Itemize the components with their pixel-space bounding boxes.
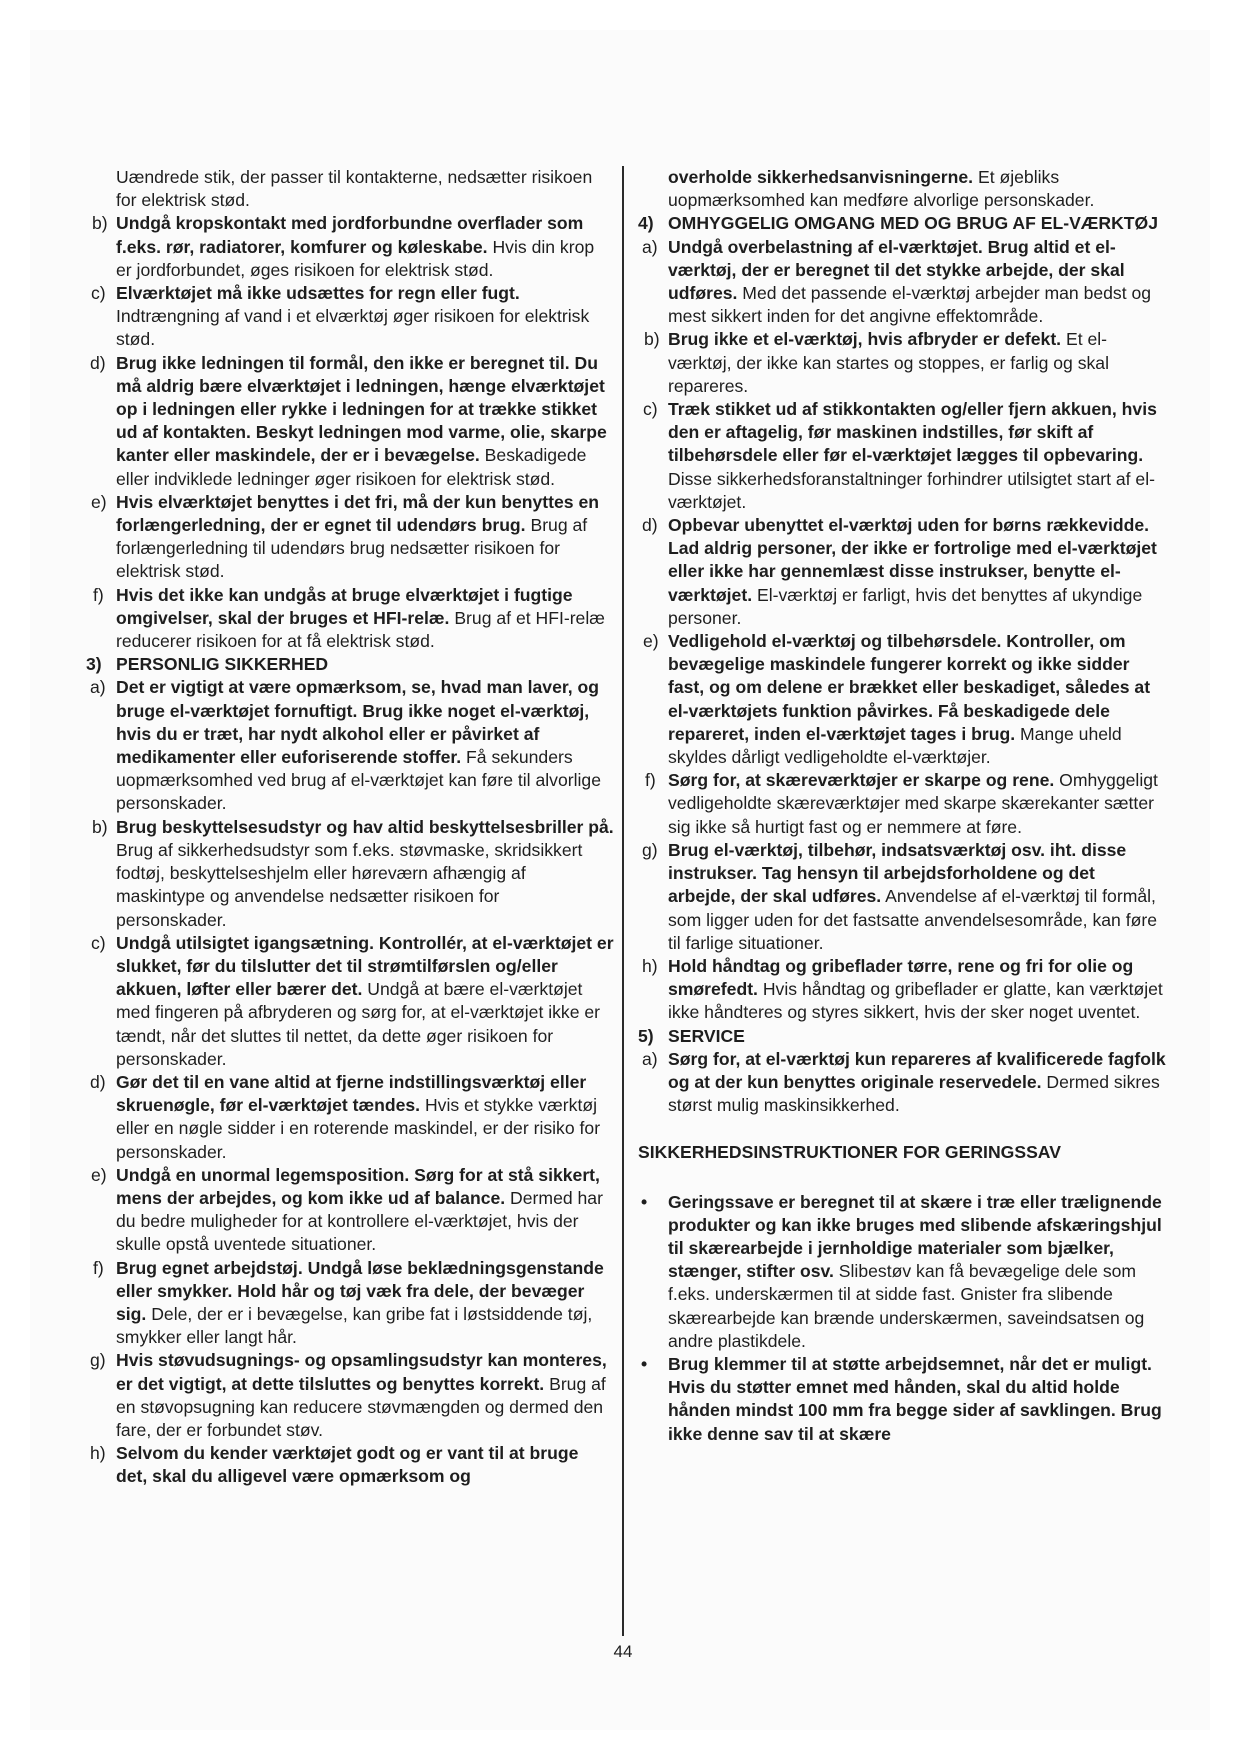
item-letter: a): [90, 677, 106, 698]
list-item: [638, 236, 1166, 329]
item-letter: c): [91, 932, 106, 953]
continued-explanation: Et øjebliks uopmærksomhed kan medføre alvorlige personskader.: [668, 167, 1095, 211]
item-warning: Hvis elværktøjet benyttes i det fri, må der kun benyttes en forlængerledning, der er egnet til udendørs brug.: [116, 491, 599, 536]
list-item: [638, 769, 1166, 839]
item-explanation: Hvis et stykke værktøj eller en nøgle sidder i en roterende maskindel, er der risiko for personskader.: [116, 1095, 601, 1162]
item-letter: b): [644, 329, 660, 350]
item-explanation: Brug af sikkerhedsudstyr som f.eks. støvmaske, skridsikkert fodtøj, beskyttelseshjelm eller høreværn afhængig af maskintype og anvendelse nedsætter risikoen for personskader.: [116, 839, 583, 930]
item-warning: Brug ikke ledningen til formål, den ikke er beregnet til. Du må aldrig bære elværktøjet i ledningen, hænge elværktøjet op i ledningen eller rykke i ledningen for at trække stikket ud af kontakten. Beskyt ledningen mod varme, olie, skarpe kanter eller maskindele, der er i bevægelse.: [116, 352, 607, 466]
list-item: [86, 352, 614, 491]
bullet-warning: Geringssave er beregnet til at skære i træ eller trælignende produkter og kan ikke bruges med slibende afskæringshjul til skærearbejde i jernholdige materialer som bjælker, stænger, stifter osv.: [668, 1191, 1162, 1282]
item-letter: d): [90, 352, 106, 373]
item-letter: f): [645, 770, 656, 791]
item-letter: b): [92, 816, 108, 837]
item-warning: Undgå en unormal legemsposition. Sørg for at stå sikkert, mens der arbejdes, og kom ikke ud af balance.: [116, 1164, 600, 1208]
bullet-icon: •: [641, 1191, 648, 1212]
bullet-item: [638, 1353, 1166, 1446]
item-letter: a): [642, 236, 658, 257]
section-heading-tool-use: [638, 212, 1166, 235]
list-item: [86, 491, 614, 584]
list-item: [86, 816, 614, 932]
item-warning: Undgå kropskontakt med jordforbundne overflader som f.eks. rør, radiatorer, komfurer og køleskabe.: [116, 213, 584, 257]
item-warning: Hvis det ikke kan undgås at bruge elværktøjet i fugtige omgivelser, skal der bruges et HFI-relæ.: [116, 584, 573, 628]
mitre-saw-safety-title: SIKKERHEDSINSTRUKTIONER FOR GERINGSSAV: [638, 1142, 1061, 1163]
item-explanation: Med det passende el-værktøj arbejder man bedst og mest sikkert inden for det angivne effektområde.: [668, 283, 1152, 327]
section-number: 3): [86, 654, 102, 675]
item-letter: f): [93, 1257, 104, 1278]
list-item: [86, 1349, 614, 1442]
continued-paragraph: [638, 166, 1166, 212]
right-column: [638, 166, 1166, 1446]
item-warning: Opbevar ubenyttet el-værktøj uden for børns rækkevidde. Lad aldrig personer, der ikke er fortrolige med el-værktøjet eller ikke har gennemlæst disse instrukser, benytte el-værktøjet.: [668, 515, 1157, 605]
list-item: [86, 212, 614, 282]
list-item: [638, 398, 1166, 514]
list-item: [86, 932, 614, 1071]
list-item: [86, 1442, 614, 1488]
item-letter: g): [90, 1350, 106, 1371]
item-explanation: Brug af et HFI-relæ reducerer risikoen for at få elektrisk stød.: [116, 607, 605, 652]
list-item: [86, 1257, 614, 1350]
intro-paragraph: Uændrede stik, der passer til kontakterne, nedsætter risikoen for elektrisk stød.: [116, 167, 593, 211]
item-explanation: Undgå at bære el-værktøjet med fingeren på afbryderen og sørg for, at el-værktøjet ikke er tændt, når det sluttes til nettet, da dette øger risikoen for personskader.: [116, 979, 601, 1069]
item-explanation: Hvis din krop er jordforbundet, øges risikoen for elektrisk stød.: [116, 236, 595, 280]
bullet-warning: Brug klemmer til at støtte arbejdsemnet, når det er muligt. Hvis du støtter emnet med hånden, skal du altid holde hånden mindst 100 mm fra begge sider af savklingen. Brug ikke denne sav til at skære: [668, 1353, 1162, 1444]
item-letter: a): [642, 1048, 658, 1069]
item-letter: g): [642, 839, 658, 860]
list-item: [86, 676, 614, 815]
item-warning: Sørg for, at skæreværktøjer er skarpe og rene.: [668, 770, 1055, 791]
item-warning: Undgå overbelastning af el-værktøjet. Brug altid et el-værktøj, der er beregnet til det stykke arbejde, der skal udføres.: [668, 236, 1125, 304]
item-explanation: Disse sikkerhedsforanstaltninger forhindrer utilsigtet start af el-værktøjet.: [668, 468, 1155, 512]
item-letter: e): [91, 1164, 107, 1185]
list-item: [638, 630, 1166, 769]
item-letter: e): [91, 491, 107, 512]
item-warning: Brug egnet arbejdstøj. Undgå løse beklædningsgenstande eller smykker. Hold hår og tøj væk fra dele, der bevæger sig.: [116, 1257, 604, 1324]
item-explanation: Hvis håndtag og gribeflader er glatte, kan værktøjet ikke håndteres og styres sikkert, hvis der sker noget uventet.: [668, 979, 1163, 1023]
item-warning: Det er vigtigt at være opmærksom, se, hvad man laver, og bruge el-værktøjet fornuftigt. Brug ikke noget el-værktøj, hvis du er træt, har nydt alkohol eller er påvirket af medikamenter eller euforiserende stoffer.: [116, 677, 600, 768]
list-item: [638, 1048, 1166, 1118]
list-item: [638, 328, 1166, 398]
section-number: 5): [638, 1025, 654, 1046]
list-item: [86, 1164, 614, 1257]
item-letter: c): [643, 399, 658, 420]
item-letter: f): [93, 584, 104, 605]
item-explanation: El-værktøj er farligt, hvis det benyttes af ukyndige personer.: [668, 584, 1143, 628]
item-warning: Træk stikket ud af stikkontakten og/eller fjern akkuen, hvis den er aftagelig, før maskinen indstilles, før skift af tilbehørsdele eller før el-værktøjet lægges til opbevaring.: [668, 399, 1157, 466]
bullet-item: [638, 1191, 1166, 1353]
list-item: [86, 584, 614, 654]
item-explanation: Få sekunders uopmærksomhed ved brug af el-værktøjet kan føre til alvorlige personskader.: [116, 747, 601, 814]
list-item: [638, 514, 1166, 630]
item-warning: Brug el-værktøj, tilbehør, indsatsværktøj osv. iht. disse instrukser. Tag hensyn til arbejdsforholdene og det arbejde, der skal udføres.: [668, 839, 1127, 907]
item-explanation: Dele, der er i bevægelse, kan gribe fat i løstsiddende tøj, smykker eller langt hår.: [116, 1303, 593, 1348]
item-explanation: Indtrængning af vand i et elværktøj øger risikoen for elektrisk stød.: [116, 306, 590, 350]
item-letter: h): [90, 1443, 106, 1464]
item-warning: Brug ikke et el-værktøj, hvis afbryder er defekt.: [668, 329, 1062, 350]
item-explanation: Anvendelse af el-værktøj til formål, som ligger uden for det fastsatte anvendelsesområde, kan føre til farlige situationer.: [668, 886, 1157, 953]
item-letter: c): [91, 283, 106, 304]
left-column: [86, 166, 614, 1489]
item-warning: Elværktøjet må ikke udsættes for regn eller fugt.: [116, 283, 520, 304]
bullet-icon: •: [641, 1353, 648, 1374]
item-letter: b): [92, 213, 108, 234]
item-warning: Hold håndtag og gribeflader tørre, rene og fri for olie og smørefedt.: [668, 955, 1134, 1000]
item-explanation: Beskadigede eller indviklede ledninger øger risikoen for elektrisk stød.: [116, 445, 587, 489]
item-letter: e): [643, 631, 659, 652]
section-title: OMHYGGELIG OMGANG MED OG BRUG AF EL-VÆRKTØJ: [668, 213, 1159, 234]
list-item: [86, 1071, 614, 1164]
item-warning: Vedligehold el-værktøj og tilbehørsdele. Kontroller, om bevægelige maskindele fungerer korrekt og ikke sidder fast, og om delene er brækket eller beskadiget, således at el-værktøjets funktion påvirkes. Få beskadigede dele repareret, inden el-værktøjet tages i brug.: [668, 631, 1151, 744]
item-warning: Sørg for, at el-værktøj kun repareres af kvalificerede fagfolk og at der kun benyttes originale reservedele.: [668, 1048, 1166, 1092]
item-letter: h): [642, 955, 658, 976]
item-warning: Hvis støvudsugnings- og opsamlingsudstyr kan monteres, er det vigtigt, at dette tilsluttes og benyttes korrekt.: [116, 1350, 607, 1394]
item-explanation: Dermed sikres størst mulig maskinsikkerhed.: [668, 1071, 1160, 1116]
section-title: PERSONLIG SIKKERHED: [116, 654, 329, 675]
item-letter: d): [90, 1071, 106, 1092]
section-heading-service: [638, 1025, 1166, 1048]
item-letter: d): [642, 515, 658, 536]
item-warning: Undgå utilsigtet igangsætning. Kontrollér, at el-værktøjet er slukket, før du tilslutter det til strømtilførslen og/eller akkuen, løfter eller bærer det.: [116, 932, 614, 1000]
item-explanation: Brug af forlængerledning til udendørs brug nedsætter risikoen for elektrisk stød.: [116, 515, 588, 582]
page-number: 44: [613, 1642, 633, 1661]
bullet-explanation: Slibestøv kan få bevægelige dele som f.eks. underskærmen til at sidde fast. Gnister fra slibende skærearbejde kan brænde underskærmen, saveindsatsen og andre plastikdele.: [668, 1261, 1145, 1351]
list-item: [86, 282, 614, 352]
list-item: [638, 955, 1166, 1025]
item-explanation: Et el-værktøj, der ikke kan startes og stoppes, er farlig og skal repareres.: [668, 329, 1110, 396]
section-heading-personal-safety: [86, 653, 614, 676]
continued-warning: overholde sikkerhedsanvisningerne.: [668, 167, 974, 187]
item-explanation: Dermed har du bedre muligheder for at kontrollere el-værktøjet, hvis der skulle opstå uventede situationer.: [116, 1187, 603, 1255]
section-number: 4): [638, 213, 654, 234]
section-title: SERVICE: [668, 1025, 745, 1046]
item-warning: Gør det til en vane altid at fjerne indstillingsværktøj eller skruenøgle, før el-værktøjet tændes.: [116, 1071, 587, 1116]
item-explanation: Brug af en støvopsugning kan reducere støvmængden og dermed den fare, der er forbundet støv.: [116, 1373, 606, 1440]
item-explanation: Omhyggeligt vedligeholdte skæreværktøjer med skarpe skærekanter sætter sig ikke så hurtigt fast og er nemmere at føre.: [668, 770, 1158, 837]
item-warning: Brug beskyttelsesudstyr og hav altid beskyttelsesbriller på.: [116, 816, 614, 837]
list-item: [638, 839, 1166, 955]
column-divider: [622, 166, 624, 1636]
item-warning: Selvom du kender værktøjet godt og er vant til at bruge det, skal du alligevel være opmærksom og: [116, 1443, 579, 1487]
item-explanation: Mange uheld skyldes dårligt vedligeholdte el-værktøjer.: [668, 723, 1122, 768]
